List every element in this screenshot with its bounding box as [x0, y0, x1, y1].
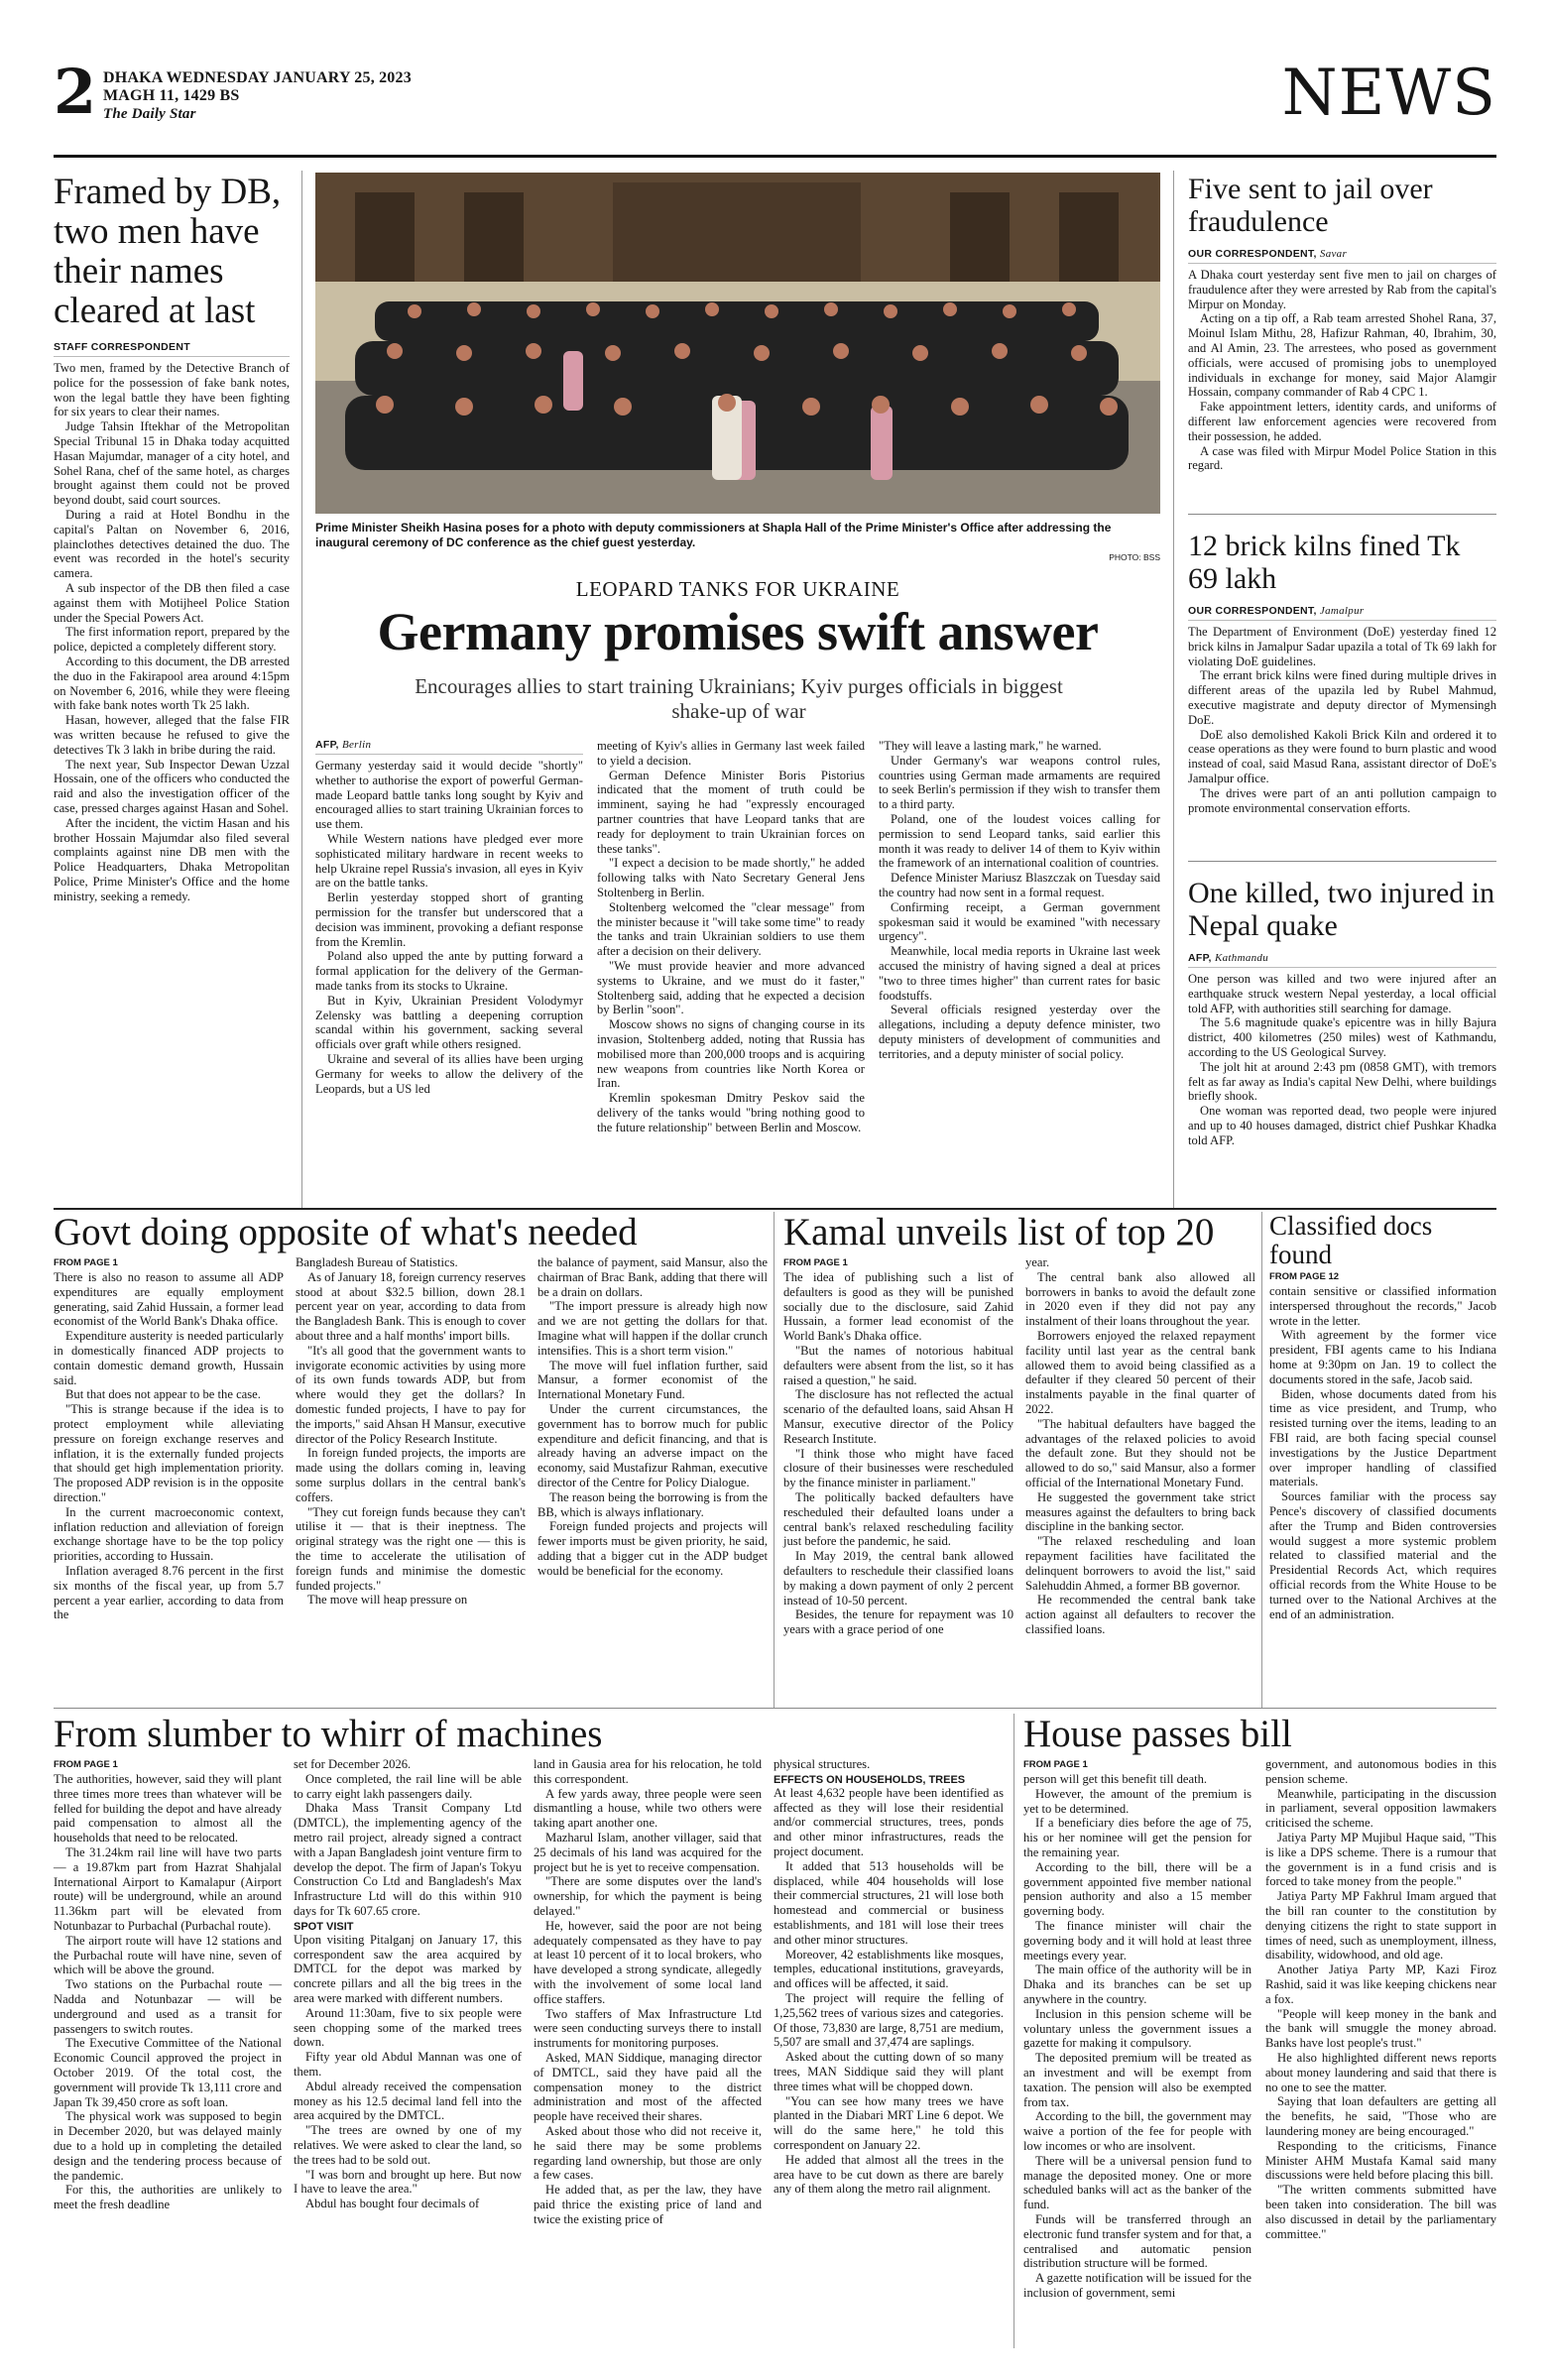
paragraph: The politically backed defaulters have rescheduled their defaulted loans under a central bank's relaxed rescheduling facility just before the pandemic, he said. — [783, 1489, 1013, 1549]
subhead: SPOT VISIT — [294, 1920, 354, 1933]
paper-name: The Daily Star — [103, 106, 196, 122]
photo-dc-conference — [315, 173, 1160, 514]
paragraph: "It's all good that the government wants to invigorate economic activities by using more of its own funds towards ADP, but from where would they get the dollars? In domestic funded projects, I have to pay for the imports," said Ahsan H Mansur, executive director of the Policy Research Institute. — [296, 1343, 526, 1446]
paragraph: meeting of Kyiv's allies in Germany last week failed to yield a decision. — [597, 739, 865, 768]
paragraph: He added that, as per the law, they have paid thrice the existing price of land and twice the existing price of — [534, 2183, 762, 2226]
paragraph: The 5.6 magnitude quake's epicentre was in hilly Bajura district, 400 kilometres (250 miles) west of Kathmandu, according to the US Geological Survey. — [1188, 1015, 1496, 1059]
kamal-column-2 — [1025, 1255, 1255, 1637]
paragraph: The idea of publishing such a list of defaulters is good as they will be punished socially due to the disclosure, said Zahid Hussain, a former lead economist of the World Bank's Dhaka office. — [783, 1270, 1013, 1344]
paragraph: But that does not appear to be the case. — [65, 1387, 261, 1402]
paragraph: Saying that loan defaulters are getting all the benefits, he said, "Those who are laundering money are being encouraged." — [1265, 2094, 1496, 2138]
story-kilns — [1188, 530, 1496, 815]
headline: Classified docs found — [1269, 1211, 1433, 1269]
paragraph: Upon visiting Pitalganj on January 17, this correspondent saw the area acquired by DMTCL for the depot was marked by concrete pillars and all the big trees in the area were marked with different numbers. — [294, 1932, 522, 2005]
story-divider — [1188, 514, 1496, 515]
paragraph: But in Kyiv, Ukrainian President Volodymyr Zelensky was battling a deepening corruption scandal within his government, sacking several officials over graft while others resigned. — [315, 993, 583, 1052]
paragraph: Asked about the cutting down of so many trees, MAN Siddique said they will plant three times what will be chopped down. — [774, 2050, 1004, 2093]
paragraph: According to the bill, there will be a government appointed five member national pension authority and also a 15 member governing body. — [1023, 1859, 1252, 1919]
photo-caption — [315, 521, 1160, 565]
story-govt — [54, 1212, 768, 1253]
paragraph: According to this document, the DB arrested the duo in the Fakirapool area around 4:15pm on November 6, 2016, while they were fleeing with fake bank notes worth Tk 25 lakh. — [54, 654, 290, 713]
story-kamal — [783, 1212, 1259, 1253]
paragraph: Inflation averaged 8.76 percent in the first six months of the fiscal year, up from 5.7 percent a year earlier, according to data from the — [54, 1563, 284, 1622]
paragraph: He, however, said the poor are not being adequately compensated as they have to pay at least 10 percent of it to local brokers, who have developed a strong syndicate, allegedly with the involvement of some local land office staffers. — [534, 1918, 762, 2006]
paragraph: According to the bill, the government may waive a portion of the fee for people with low incomes or who are insolvent. — [1023, 2109, 1252, 2153]
paragraph: Borrowers enjoyed the relaxed repayment facility until last year as the central bank allowed them to avoid being classified as a defaulter if they cleared 50 percent of their instalments payable in the final quarter of 2022. — [1025, 1328, 1255, 1416]
paragraph: The authorities, however, said they will plant three times more trees than whatever will be felled for building the depot and have already paid compensation to almost all the households that need to be relocated. — [54, 1772, 282, 1845]
lead-headline: Germany promises swift answer — [377, 602, 1099, 661]
paragraph: Under the current circumstances, the government has to borrow much for public expenditure and deficit financing, and that is already having an adverse impact on the economy, said Mustafizur Rahman, executive director of the Centre for Policy Dialogue. — [537, 1401, 768, 1489]
subhead: EFFECTS ON HOUSEHOLDS, TREES — [774, 1773, 966, 1786]
paragraph: the balance of payment, said Mansur, also the chairman of Brac Bank, adding that there will be a drain on dollars. — [537, 1255, 768, 1299]
paragraph: The disclosure has not reflected the actual scenario of the defaulted loans, said Ahsan H Mansur, executive director of the Policy Research Institute. — [783, 1387, 1013, 1446]
lead-kicker: LEOPARD TANKS FOR UKRAINE — [575, 577, 900, 601]
story-framed — [54, 173, 290, 903]
headline: Framed by DB, two men have their names cleared at last — [54, 172, 282, 331]
caption-text: Prime Minister Sheikh Hasina poses for a photo with deputy commissioners at Shapla Hall of the Prime Minister's Office after addressing the inaugural ceremony of DC conference as the chief guest yesterday. — [315, 521, 1112, 549]
headline: Five sent to jail over fraudulence — [1188, 173, 1433, 238]
paragraph: It added that 513 households will be displaced, while 404 households will lose their commercial structures, 21 will lose both homestead and commercial or business establishments, and 181 will lose their trees and other minor structures. — [774, 1858, 1004, 1947]
jump-label: FROM PAGE 12 — [1269, 1271, 1340, 1282]
paragraph: Asked about those who did not receive it, he said there may be some problems regarding land ownership, but those are only a few cases. — [534, 2123, 762, 2183]
byline-place: Berlin — [341, 739, 372, 751]
paragraph: "We must provide heavier and more advanced systems to Ukraine, and we must do it faster," Stoltenberg said, adding that he expected a decision by Berlin "soon". — [597, 958, 865, 1017]
headline: One killed, two injured in Nepal quake — [1188, 877, 1495, 942]
byline-agency: AFP, — [1188, 952, 1212, 964]
paragraph: The move will fuel inflation further, said Mansur, a former economist of the International Monetary Fund. — [537, 1358, 768, 1402]
paragraph: The move will heap pressure on — [307, 1593, 468, 1607]
column-divider — [1173, 171, 1174, 1208]
headline: Kamal unveils list of top 20 — [783, 1211, 1215, 1253]
paragraph: Jatiya Party MP Fakhrul Imam argued that the bill ran counter to the constitution by denying citizens the right to state support in times of need, such as unemployment, illness, disability, widowhood, and old age. — [1265, 1889, 1496, 1963]
paragraph: For this, the authorities are unlikely to meet the fresh deadline — [54, 2183, 282, 2212]
paragraph: "I was born and brought up here. But now I have to leave the area." — [294, 2167, 522, 2197]
paragraph: Under Germany's war weapons control rules, countries using German made armaments are required to seek Berlin's permission if they wish to transfer them to a third party. — [879, 753, 1160, 812]
paragraph: The 31.24km rail line will have two parts — a 19.87km part from Hazrat Shahjalal International Airport to Kamalapur (Airport route) will be underground, while an around 11.36km part will be elevated from Notunbazar to Purbachal (Purbachal route). — [54, 1844, 282, 1933]
paragraph: Abdul has bought four decimals of — [305, 2197, 480, 2211]
section-title: NEWS — [1281, 57, 1496, 130]
paragraph: The central bank also allowed all borrowers in banks to avoid the default zone in 2020 even if they did not pay any instalment of their loans throughout the year. — [1025, 1269, 1255, 1329]
paragraph: The first information report, prepared by the police, depicted a completely different story. — [54, 625, 290, 654]
paragraph: Ukraine and several of its allies have been urging Germany for weeks to allow the delivery of the Leopards, but a US led — [315, 1051, 583, 1096]
paragraph: The deposited premium will be treated as an investment and will be exempt from taxation. The pension will also be exempted from tax. — [1023, 2051, 1252, 2109]
paragraph: The physical work was supposed to begin in December 2020, but was delayed mainly due to a hold up in completing the detailed design and the tendering process because of the pandemic. — [54, 2109, 282, 2183]
column-divider — [301, 171, 302, 1208]
paragraph: Two stations on the Purbachal route — Nadda and Notunbazar — will be underground and used as a transit for passengers to switch routes. — [54, 1977, 282, 2036]
byline: STAFF CORRESPONDENT — [54, 341, 290, 357]
paragraph: There will be a universal pension fund to manage the deposited money. One or more scheduled banks will act as the banker of the fund. — [1023, 2153, 1252, 2212]
lead-column-3 — [879, 739, 1160, 1062]
lead-column-1 — [315, 739, 583, 1096]
paragraph: Sources familiar with the process say Pence's discovery of classified documents after the Trump and Biden controversies would suggest a more systemic problem related to classified material and the Presidential Records Act, which requires official records from the White House to be turned over to the National Archives at the end of an administration. — [1269, 1489, 1496, 1621]
byline — [1188, 248, 1496, 264]
paragraph: Besides, the tenure for repayment was 10 years with a grace period of one — [783, 1607, 1013, 1637]
paragraph: Several officials resigned yesterday over the allegations, including a deputy defence minister, two deputy ministers of development of communities and territories, and a deputy minister of social policy. — [879, 1003, 1160, 1061]
jump-label: FROM PAGE 1 — [1023, 1759, 1088, 1770]
govt-column-3 — [537, 1255, 768, 1579]
paragraph: Acting on a tip off, a Rab team arrested Shohel Rana, 37, Moinul Islam Mithu, 28, Hafizur Rahman, 40, Ibrahim, 30, and Al Amin, 23. The arrestees, who posed as government officials, were accused of promising jobs to unemployed individuals in exchange for money, said Major Alamgir Hossain, company commander of Rab 4 CPC 1. — [1188, 311, 1496, 400]
column-divider — [1261, 1212, 1262, 1708]
paragraph: The errant brick kilns were fined during multiple drives in different areas of the upazila led by Rubel Mahmud, executive magistrate and deputy director of Mymensingh DoE. — [1188, 668, 1496, 727]
paragraph: If a beneficiary dies before the age of 75, his or her nominee will get the pension for the remaining year. — [1023, 1816, 1252, 1859]
byline-agency: AFP, — [315, 739, 339, 751]
paragraph: He added that almost all the trees in the area have to be cut down as there are barely any of them along the metro rail alignment. — [774, 2152, 1004, 2197]
masthead-rule — [54, 155, 1496, 158]
paragraph: "The import pressure is already high now and we are not getting the dollars for that. Imagine what will happen if the dollar crunch intensifies. This is a short term vision." — [537, 1299, 768, 1358]
byline-place: Kathmandu — [1214, 952, 1269, 964]
paragraph: He suggested the government take strict measures against the defaulters to bring back discipline in the banking sector. — [1025, 1489, 1255, 1534]
paragraph: "The written comments submitted have been taken into consideration. The bill was also discussed in detail by the parliamentary committee." — [1265, 2183, 1496, 2241]
headline: Govt doing opposite of what's needed — [54, 1211, 638, 1253]
paragraph: A few yards away, three people were seen dismantling a house, while two others were taking apart another one. — [534, 1786, 762, 1831]
lead-column-2 — [597, 739, 865, 1135]
date-bangla: MAGH 11, 1429 BS — [103, 87, 240, 104]
paragraph: At least 4,632 people have been identified as affected as they will lose their residential and/or commercial structures, trees, ponds and other minor infrastructures, reads the project document. — [774, 1785, 1004, 1858]
paragraph: Two men, framed by the Detective Branch of police for the possession of fake bank notes, won the legal battle they have been fighting for six years to clear their names. — [54, 361, 290, 419]
byline-source: OUR CORRESPONDENT, — [1188, 248, 1317, 260]
group-photo-illustration — [315, 173, 1160, 514]
paragraph: The airport route will have 12 stations and the Purbachal route will have nine, seven of which will be above the ground. — [54, 1933, 282, 1977]
paragraph: A gazette notification will be issued for the inclusion of government, semi — [1023, 2271, 1252, 2300]
paragraph: In the current macroeconomic context, inflation reduction and alleviation of foreign exchange shortage have to be the top policy priorities, according to Hussain. — [54, 1504, 284, 1564]
dateline — [103, 69, 412, 123]
paragraph: contain sensitive or classified information interspersed throughout the records," Jacob wrote in the letter. — [1269, 1284, 1496, 1328]
govt-column-2 — [296, 1255, 526, 1607]
paragraph: Stoltenberg welcomed the "clear message" from the minister because it "will take some time" to ready the tanks and train Ukrainian soldiers to use them after a decision on their delivery. — [597, 899, 865, 959]
column-divider — [774, 1212, 775, 1708]
paragraph: government, and autonomous bodies in this pension scheme. — [1265, 1757, 1496, 1786]
byline-place: Jamalpur — [1319, 605, 1365, 617]
paragraph: Poland, one of the loudest voices calling for permission to send Leopard tanks, said earlier this month it was ready to deliver 14 of them to Kyiv within the framework of an international coalition of countries. — [879, 811, 1160, 871]
paragraph: Bangladesh Bureau of Statistics. — [296, 1255, 458, 1269]
house-column-2 — [1265, 1757, 1496, 2241]
section-divider — [54, 1708, 1045, 1709]
paragraph: While Western nations have pledged ever more sophisticated military hardware in recent weeks to help Ukraine repel Russia's invasion, all eyes in Kyiv are on the battle tanks. — [315, 831, 583, 891]
paragraph: The drives were part of an anti pollution campaign to promote environmental conservation efforts. — [1188, 785, 1496, 815]
paragraph: Meanwhile, participating in the discussion in parliament, several opposition lawmakers criticised the scheme. — [1265, 1786, 1496, 1831]
govt-column-1 — [54, 1255, 284, 1622]
headline: From slumber to whirr of machines — [54, 1713, 603, 1755]
story-quake — [1188, 877, 1496, 1148]
kamal-column-1 — [783, 1255, 1013, 1637]
story-divider — [1188, 861, 1496, 862]
slumber-column-1 — [54, 1757, 282, 2212]
paragraph: "The relaxed rescheduling and loan repayment facilities have facilitated the delinquent borrowers to avoid the list," said Salehuddin Ahmed, a former BB governor. — [1025, 1534, 1255, 1593]
paragraph: Asked, MAN Siddique, managing director of DMTCL, said they have paid all the compensation money to the district administration and most of the affected people have received their shares. — [534, 2050, 762, 2124]
byline — [1188, 605, 1496, 621]
paragraph: Meanwhile, local media reports in Ukraine last week accused the ministry of having signed a deal at prices "two to three times higher" than current rates for basic foodstuffs. — [879, 944, 1160, 1003]
slumber-column-3 — [534, 1757, 762, 2227]
paragraph: set for December 2026. — [294, 1757, 412, 1771]
paragraph: "I expect a decision to be made shortly," he added following talks with Nato Secretary General Jens Stoltenberg in Berlin. — [597, 856, 865, 899]
paragraph: Mazharul Islam, another villager, said that 25 decimals of his land was acquired for the project but he is yet to receive compensation. — [534, 1830, 762, 1874]
paragraph: The Department of Environment (DoE) yesterday fined 12 brick kilns in Jamalpur Sadar upazila a total of Tk 69 lakh for violating DoE guidelines. — [1188, 625, 1496, 668]
slumber-column-2 — [294, 1757, 522, 2211]
paragraph: In May 2019, the central bank allowed defaulters to reschedule their classified loans by making a down payment of only 2 percent instead of 10-50 percent. — [783, 1549, 1013, 1607]
byline — [1188, 952, 1496, 968]
paragraph: physical structures. — [774, 1757, 871, 1771]
section-divider — [1021, 1708, 1496, 1709]
paragraph: The finance minister will chair the governing body and it will hold at least three meetings every year. — [1023, 1918, 1252, 1963]
paragraph: Confirming receipt, a German government spokesman said it would be examined "with necessary urgency". — [879, 899, 1160, 944]
paragraph: During a raid at Hotel Bondhu in the capital's Paltan on November 6, 2016, plainclothes detectives detained the duo. The event was recorded in the hotel's security camera. — [54, 507, 290, 581]
paragraph: Abdul already received the compensation money as his 12.5 decimal land fell into the area acquired by the DMTCL. — [294, 2079, 522, 2123]
paragraph: The next year, Sub Inspector Dewan Uzzal Hossain, one of the officers who conducted the raid and also the investigation officer of the case, pressed charges against Hasan and Sohel. — [54, 757, 290, 815]
paragraph: As of January 18, foreign currency reserves stood at about $32.5 billion, down 28.1 percent year on year, according to data from the Bangladesh Bank. This is enough to cover about three and a half months' import bills. — [296, 1269, 526, 1343]
house-column-1 — [1023, 1757, 1252, 2301]
paragraph: Expenditure austerity is needed particularly in domestically financed ADP projects to contain domestic demand growth, Hussain said. — [54, 1329, 284, 1387]
paragraph: Jatiya Party MP Mujibul Haque said, "This is like a DPS scheme. There is a rumour that the government is in a fund crisis and is forced to take money from the people." — [1265, 1830, 1496, 1889]
paragraph: "The trees are owned by one of my relatives. We were asked to clear the land, so the trees had to be sold out. — [294, 2123, 522, 2167]
paragraph: Two staffers of Max Infrastructure Ltd were seen conducting surveys there to install instruments for monitoring purposes. — [534, 2006, 762, 2051]
page-number: 2 — [54, 56, 97, 128]
paragraph: "They will leave a lasting mark," he warned. — [879, 739, 1102, 753]
paragraph: Poland also upped the ante by putting forward a formal application for the delivery of the German-made tanks from its stocks to Ukraine. — [315, 949, 583, 993]
paragraph: "There are some disputes over the land's ownership, for which the payment is being delayed." — [534, 1874, 762, 1918]
story-slumber — [54, 1714, 1006, 1755]
paragraph: Fifty year old Abdul Mannan was one of them. — [294, 2050, 522, 2079]
paragraph: However, the amount of the premium is yet to be determined. — [1023, 1786, 1252, 1816]
jump-label: FROM PAGE 1 — [783, 1257, 848, 1268]
story-classified — [1269, 1212, 1496, 1621]
paragraph: Moscow shows no signs of changing course in its invasion, Stoltenberg added, noting that Russia has mobilised more than 200,000 troops and is acquiring new weapons from countries like North Korea or Iran. — [597, 1017, 865, 1091]
byline-place: Savar — [1319, 248, 1348, 260]
paragraph: The jolt hit at around 2:43 pm (0858 GMT), with tremors felt as far away as India's capital New Delhi, where buildings briefly shook. — [1188, 1059, 1496, 1104]
paragraph: Responding to the criticisms, Finance Minister AHM Mustafa Kamal said many discussions were held before placing this bill. — [1265, 2138, 1496, 2183]
paragraph: "But the names of notorious habitual defaulters were absent from the list, so it has raised a question," he said. — [783, 1343, 1013, 1387]
paragraph: land in Gausia area for his relocation, he told this correspondent. — [534, 1757, 762, 1786]
paragraph: Inclusion in this pension scheme will be voluntary unless the government issues a gazette for making it compulsory. — [1023, 2006, 1252, 2051]
paragraph: The project will require the felling of 1,25,562 trees of various sizes and categories. Of those, 73,830 are large, 8,751 are medium, 5,507 are small and 37,474 are saplings. — [774, 1990, 1004, 2050]
paragraph: Funds will be transferred through an electronic fund transfer system and for that, a centralised and automatic pension distribution structure will be formed. — [1023, 2211, 1252, 2271]
paragraph: There is also no reason to assume all ADP expenditures are equally employment generating, said Zahid Hussain, a former lead economist of the World Bank's Dhaka office. — [54, 1270, 284, 1329]
story-house — [1023, 1714, 1496, 1755]
date-gregorian: DHAKA WEDNESDAY JANUARY 25, 2023 — [103, 69, 412, 86]
paragraph: The main office of the authority will be in Dhaka and its branches can be set up anywhere in the country. — [1023, 1963, 1252, 2006]
paragraph: Biden, whose documents dated from his time as vice president, and Trump, who resisted turning over the items, leading to an FBI raid, are both facing special counsel investigations by the Justice Department over improper handling of classified materials. — [1269, 1386, 1496, 1489]
paragraph: One person was killed and two were injured after an earthquake struck western Nepal yesterday, a local official told AFP, with authorities still searching for damage. — [1188, 972, 1496, 1015]
paragraph: A sub inspector of the DB then filed a case against them with Motijheel Police Station under the Special Powers Act. — [54, 580, 290, 625]
paragraph: "I think those who might have faced closure of their businesses were rescheduled by the finance minister in parliament." — [783, 1446, 1013, 1490]
paragraph: Germany yesterday said it would decide "shortly" whether to authorise the export of powerful German-made Leopard battle tanks long sought by Kyiv and encouraged allies to start training Ukrainian forces to use them. — [315, 759, 583, 832]
paragraph: He recommended the central bank take action against all defaulters to recover the classified loans. — [1025, 1593, 1255, 1636]
paragraph: In foreign funded projects, the imports are made using the dollars coming in, leaving some surplus dollars in the central bank's coffers. — [296, 1446, 526, 1504]
paragraph: year. — [1025, 1255, 1050, 1269]
paragraph: "This is strange because if the idea is to protect employment while alleviating pressure on foreign exchange reserves and inflation, it is the externally funded projects that should get high implementation priority. The proposed ADP revision is in the opposite direction." — [54, 1402, 284, 1504]
paragraph: Hasan, however, alleged that the false FIR was written because he refused to give the detectives Tk 3 lakh in bribe during the raid. — [54, 713, 290, 757]
column-divider — [1013, 1714, 1014, 2348]
paragraph: Another Jatiya Party MP, Kazi Firoz Rashid, said it was like keeping chickens near a fox. — [1265, 1963, 1496, 2006]
paragraph: A case was filed with Mirpur Model Police Station in this regard. — [1188, 443, 1496, 473]
paragraph: person will get this benefit till death. — [1023, 1772, 1208, 1786]
paragraph: German Defence Minister Boris Pistorius indicated that the moment of truth could be imminent, saying he had "expressly encouraged partner countries that have Leopard tanks that are ready for deployment to train Ukrainian forces on these tanks". — [597, 768, 865, 856]
paragraph: Moreover, 42 establishments like mosques, temples, educational institutions, graveyards, and offices will be affected, it said. — [774, 1947, 1004, 1991]
paragraph: A Dhaka court yesterday sent five men to jail on charges of fraudulence after they were arrested by Rab from the capital's Mirpur on Monday. — [1188, 268, 1496, 311]
byline — [315, 739, 583, 755]
paragraph: "The habitual defaulters have bagged the advantages of the relaxed policies to avoid the default zone. But they should not be allowed to do so," said Mansur, also a former official of the International Monetary Fund. — [1025, 1416, 1255, 1489]
paragraph: One woman was reported dead, two people were injured and up to 40 houses damaged, district chief Pushkar Khadka told AFP. — [1188, 1104, 1496, 1147]
paragraph: Fake appointment letters, identity cards, and uniforms of different law enforcement agencies were recovered from their possession, he added. — [1188, 400, 1496, 443]
section-divider — [54, 1208, 1496, 1210]
paragraph: With agreement by the former vice president, FBI agents came to his Indiana home at 9:30pm on Jan. 19 to collect the documents stored in the safe, Jacob said. — [1269, 1328, 1496, 1386]
paragraph: "They cut foreign funds because they can't utilise it — that is their ineptness. The original strategy was the right one — this is the time to accelerate the utilisation of foreign funds and minimise the domestic funded projects." — [296, 1504, 526, 1593]
headline: 12 brick kilns fined Tk 69 lakh — [1188, 530, 1461, 595]
paragraph: Once completed, the rail line will be able to carry eight lakh passengers daily. — [294, 1771, 522, 1801]
paragraph: Around 11:30am, five to six people were seen chopping some of the marked trees down. — [294, 2005, 522, 2050]
paragraph: He also highlighted different news reports about money laundering and said that there is no one to see the matter. — [1265, 2050, 1496, 2094]
jump-label: FROM PAGE 1 — [54, 1759, 118, 1770]
paragraph: Judge Tahsin Iftekhar of the Metropolitan Special Tribunal 15 in Dhaka today acquitted Hasan Majumdar, manager of a city hotel, and Sohel Rana, chef of the same hotel, as charges brought against them could not be proved beyond doubt, said court sources. — [54, 419, 290, 508]
headline: House passes bill — [1023, 1713, 1292, 1755]
jump-label: FROM PAGE 1 — [54, 1257, 118, 1268]
story-jail — [1188, 173, 1496, 473]
slumber-column-4 — [774, 1757, 1004, 2197]
photo-credit: PHOTO: BSS — [1109, 552, 1160, 562]
paragraph: "People will keep money in the bank and the bank will smuggle the money abroad. Banks have lost people's trust." — [1265, 2006, 1496, 2051]
paragraph: Foreign funded projects and projects will fewer imports must be given priority, he said, adding that a bigger cut in the ADP budget would be beneficial for the economy. — [537, 1519, 768, 1578]
lead-deck: Encourages allies to start training Ukrainians; Kyiv purges officials in biggest shake-up of war — [415, 674, 1063, 723]
paragraph: Defence Minister Mariusz Blaszczak on Tuesday said the country had now sent in a formal request. — [879, 871, 1160, 899]
paragraph: Kremlin spokesman Dmitry Peskov said the delivery of the tanks would "bring nothing good to the future relationship" between Berlin and Moscow. — [597, 1091, 865, 1134]
paragraph: DoE also demolished Kakoli Brick Kiln and ordered it to cease operations as they were found to burn plastic and wood instead of coal, said Masud Rana, assistant director of DoE's Jamalpur office. — [1188, 727, 1496, 785]
paragraph: After the incident, the victim Hasan and his brother Hossain Majumdar also filed several complaints against nine DB men with the Police Headquarters, Dhaka Metropolitan Police, Prime Minister's Office and the home ministry, seeking a remedy. — [54, 815, 290, 903]
story-body — [54, 361, 290, 903]
paragraph: The reason being the borrowing is from the BB, which is always inflationary. — [537, 1489, 768, 1519]
paragraph: The Executive Committee of the National Economic Council approved the project in October 2019. Of the total cost, the government will provide Tk 13,111 crore and Japan Tk 39,450 crore as soft loan. — [54, 2036, 282, 2109]
paragraph: Berlin yesterday stopped short of granting permission for the transfer but underscored that a decision was imminent, provoking a defiant response from the Kremlin. — [315, 891, 583, 949]
paragraph: Dhaka Mass Transit Company Ltd (DMTCL), the implementing agency of the metro rail project, already signed a contract with a Japan Bangladesh joint venture firm to develop the depot. The firm of Japan's Tokyu Construction Co Ltd and Bangladesh's Max Infrastructure Ltd will do this within 910 days for Tk 607.65 crore. — [294, 1801, 522, 1918]
paragraph: "You can see how many trees we have planted in the Diabari MRT Line 6 depot. We will do the same here," he told this correspondent on January 22. — [774, 2093, 1004, 2152]
byline-source: OUR CORRESPONDENT, — [1188, 605, 1317, 617]
